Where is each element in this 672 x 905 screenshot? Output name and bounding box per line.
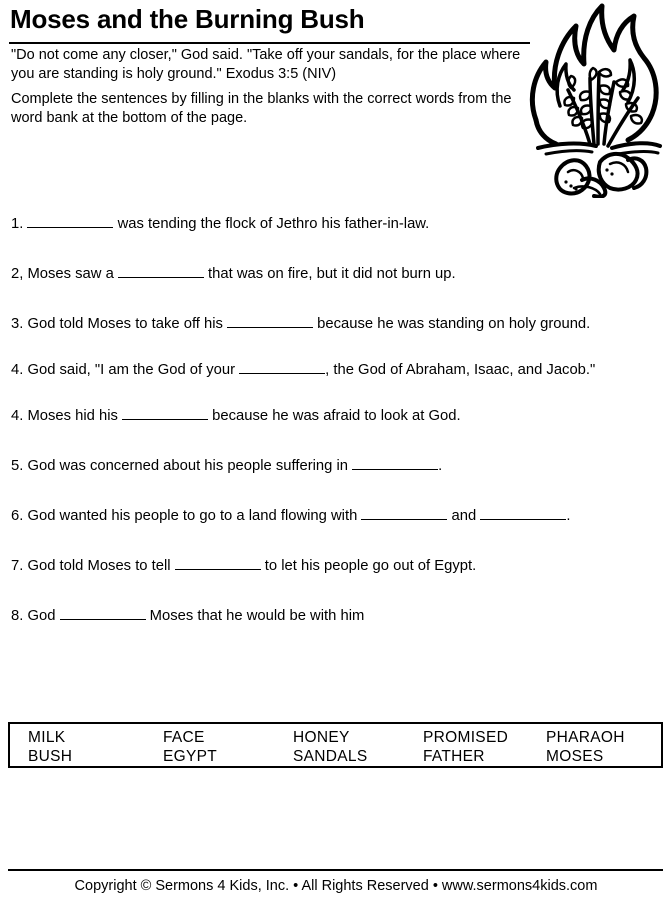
burning-bush-icon xyxy=(524,2,670,198)
title-divider xyxy=(9,42,530,44)
question-1 xyxy=(11,214,661,235)
question-1-text-b: was tending the flock of Jethro his father-in-law. xyxy=(113,216,430,232)
question-2 xyxy=(11,264,661,285)
scripture-verse: "Do not come any closer," God said. "Take off your sandals, for the place where you are standing is holy ground." Exodus 3:5 (NIV) xyxy=(11,47,521,82)
question-7-text-b: and xyxy=(447,508,481,524)
question-2-text-b: that was on fire, but it did not burn up. xyxy=(203,266,456,282)
question-9-blank[interactable] xyxy=(60,606,146,620)
question-7-text-a: 6. God wanted his people to go to a land flowing with xyxy=(11,508,362,524)
word-bank-word: EGYPT xyxy=(163,748,218,765)
word-bank-word: FACE xyxy=(163,729,205,746)
question-5-text-b: because he was afraid to look at God. xyxy=(208,408,461,424)
question-4-blank[interactable] xyxy=(239,360,325,374)
question-4-text-a: 4. God said, "I am the God of your xyxy=(11,362,240,378)
question-8 xyxy=(11,556,661,577)
question-9-text-a: 8. God xyxy=(11,608,60,624)
question-5 xyxy=(11,406,661,427)
word-bank-box xyxy=(8,722,663,768)
question-3 xyxy=(11,314,661,335)
word-bank-word: BUSH xyxy=(28,748,73,765)
word-bank-word: MILK xyxy=(28,729,66,746)
word-bank-word: PROMISED xyxy=(423,729,509,746)
question-3-text-a: 3. God told Moses to take off his xyxy=(11,316,228,332)
question-6-text-b: . xyxy=(438,458,443,474)
footer-divider xyxy=(8,869,663,871)
page-title: Moses and the Burning Bush xyxy=(10,4,365,34)
question-7-blank-1[interactable] xyxy=(361,506,447,520)
question-7-text-c: . xyxy=(566,508,571,524)
word-bank-grid xyxy=(10,724,661,766)
question-4 xyxy=(11,360,661,381)
question-5-blank[interactable] xyxy=(122,406,208,420)
question-8-text-a: 7. God told Moses to tell xyxy=(11,558,175,574)
word-bank-word: HONEY xyxy=(293,729,350,746)
word-bank-word: MOSES xyxy=(546,748,604,765)
question-3-blank[interactable] xyxy=(227,314,313,328)
question-6-text-a: 5. God was concerned about his people suffering in xyxy=(11,458,353,474)
question-7 xyxy=(11,506,661,527)
question-8-text-b: to let his people go out of Egypt. xyxy=(260,558,477,574)
question-3-text-b: because he was standing on holy ground. xyxy=(313,316,591,332)
question-6-blank[interactable] xyxy=(352,456,438,470)
question-6 xyxy=(11,456,661,477)
question-1-blank[interactable] xyxy=(27,214,113,228)
question-1-text-a: 1. xyxy=(11,216,28,232)
question-2-text-a: 2, Moses saw a xyxy=(11,266,118,282)
word-bank-word: FATHER xyxy=(423,748,485,765)
question-8-blank[interactable] xyxy=(175,556,261,570)
question-9 xyxy=(11,606,661,627)
question-4-text-b: , the God of Abraham, Isaac, and Jacob." xyxy=(325,362,596,378)
questions-list xyxy=(11,214,661,656)
question-5-text-a: 4. Moses hid his xyxy=(11,408,123,424)
question-7-blank-2[interactable] xyxy=(480,506,566,520)
word-bank-word: SANDALS xyxy=(293,748,368,765)
instructions-text: Complete the sentences by filling in the blanks with the correct words from the word bank at the bottom of the page. xyxy=(11,91,512,126)
question-9-text-b: Moses that he would be with him xyxy=(145,608,365,624)
word-bank-word: PHARAOH xyxy=(546,729,625,746)
footer-copyright: Copyright © Sermons 4 Kids, Inc. • All Rights Reserved • www.sermons4kids.com xyxy=(74,878,598,894)
question-2-blank[interactable] xyxy=(118,264,204,278)
